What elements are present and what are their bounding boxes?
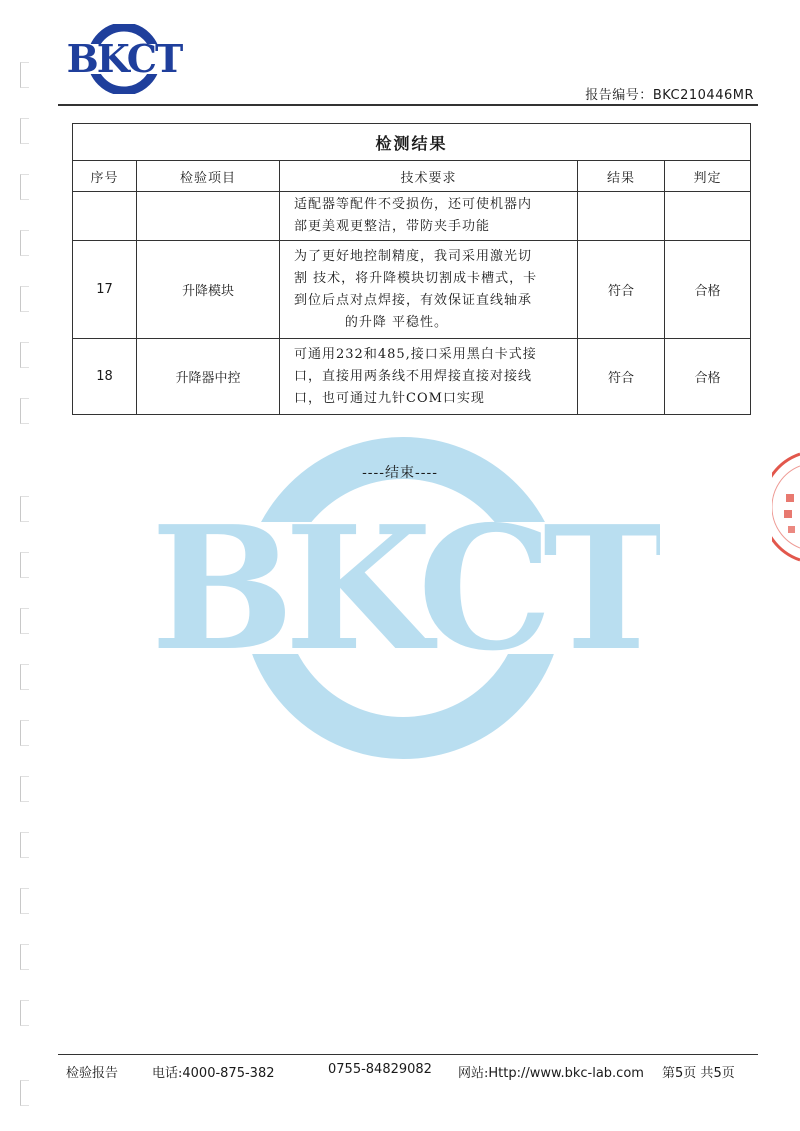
row-item	[137, 192, 280, 241]
binding-mark	[20, 342, 29, 368]
page-total: 5	[713, 1066, 722, 1081]
footer-phone	[152, 1062, 274, 1081]
binding-mark	[20, 720, 29, 746]
svg-text:BKCT: BKCT	[66, 36, 182, 81]
website-label: 网站:	[458, 1066, 489, 1081]
row-result: 符合	[578, 339, 665, 415]
binding-mark	[20, 776, 29, 802]
row-result	[578, 192, 665, 241]
binding-mark	[20, 496, 29, 522]
table-title: 检测结果	[73, 124, 751, 161]
row-item: 升降器中控	[137, 339, 280, 415]
requirement-line: 部更美观更整洁，带防夹手功能	[294, 219, 491, 234]
svg-text:BKCT: BKCT	[150, 489, 660, 689]
binding-mark	[20, 608, 29, 634]
page-prefix: 第	[662, 1066, 676, 1081]
requirement-line: 口，也可通过九针COM口实现	[294, 390, 485, 406]
table-row	[73, 241, 751, 339]
seal-stamp-partial	[772, 452, 800, 562]
row-item: 升降模块	[137, 241, 280, 339]
page-mid: 页 共	[683, 1066, 714, 1081]
report-number	[585, 84, 754, 103]
requirement-line: 为了更好地控制精度，我司采用激光切	[294, 248, 533, 264]
footer-report-label: 检验报告	[66, 1066, 119, 1081]
column-header-no: 序号	[73, 161, 137, 192]
table-header-row	[73, 161, 751, 192]
phone-number-2: 0755-84829082	[328, 1062, 432, 1077]
binding-mark	[20, 398, 29, 424]
requirement-line: 割 技术，将升降模块切割成卡槽式，卡	[294, 270, 538, 286]
page-suffix: 页	[721, 1066, 735, 1081]
results-table	[72, 123, 751, 415]
row-number	[73, 192, 137, 241]
binding-mark	[20, 174, 29, 200]
column-header-requirement: 技术要求	[280, 161, 578, 192]
binding-mark	[20, 230, 29, 256]
website-url[interactable]: Http://www.bkc-lab.com	[488, 1066, 644, 1081]
report-number-value: BKC210446MR	[652, 88, 754, 103]
column-header-verdict: 判定	[665, 161, 751, 192]
binding-mark	[20, 888, 29, 914]
binding-mark	[20, 118, 29, 144]
column-header-result: 结果	[578, 161, 665, 192]
bkct-logo	[64, 24, 184, 94]
table-row	[73, 339, 751, 415]
row-requirement	[280, 241, 578, 339]
row-verdict	[665, 192, 751, 241]
requirement-line: 口，直接用两条线不用焊接直接对接线	[294, 368, 533, 384]
binding-mark	[20, 944, 29, 970]
page-indicator	[662, 1062, 735, 1081]
row-requirement	[280, 192, 578, 241]
requirement-line: 的升降 平稳性。	[344, 314, 449, 330]
row-verdict: 合格	[665, 339, 751, 415]
binding-mark	[20, 1000, 29, 1026]
row-requirement	[280, 339, 578, 415]
row-verdict: 合格	[665, 241, 751, 339]
row-number: 17	[73, 241, 137, 339]
binding-mark	[20, 832, 29, 858]
binding-mark	[20, 552, 29, 578]
requirement-line: 可通用232和485,接口采用黑白卡式接	[294, 346, 537, 362]
phone-number-1: 4000-875-382	[182, 1066, 275, 1081]
footer-website	[458, 1062, 644, 1081]
binding-margin	[18, 0, 32, 1131]
row-result: 符合	[578, 241, 665, 339]
page-current: 5	[675, 1066, 684, 1081]
binding-mark	[20, 1080, 29, 1106]
table-row	[73, 192, 751, 241]
report-number-label: 报告编号：	[585, 88, 653, 103]
binding-mark	[20, 286, 29, 312]
header-rule	[58, 104, 758, 106]
footer-rule	[58, 1054, 758, 1055]
requirement-line: 适配器等配件不受损伤，还可使机器内	[294, 197, 533, 212]
phone-label: 电话:	[152, 1066, 183, 1081]
requirement-line: 到位后点对点焊接，有效保证直线轴承	[294, 292, 533, 308]
column-header-item: 检验项目	[137, 161, 280, 192]
binding-mark	[20, 62, 29, 88]
end-marker: ----结束----	[362, 465, 438, 481]
binding-mark	[20, 664, 29, 690]
row-number: 18	[73, 339, 137, 415]
